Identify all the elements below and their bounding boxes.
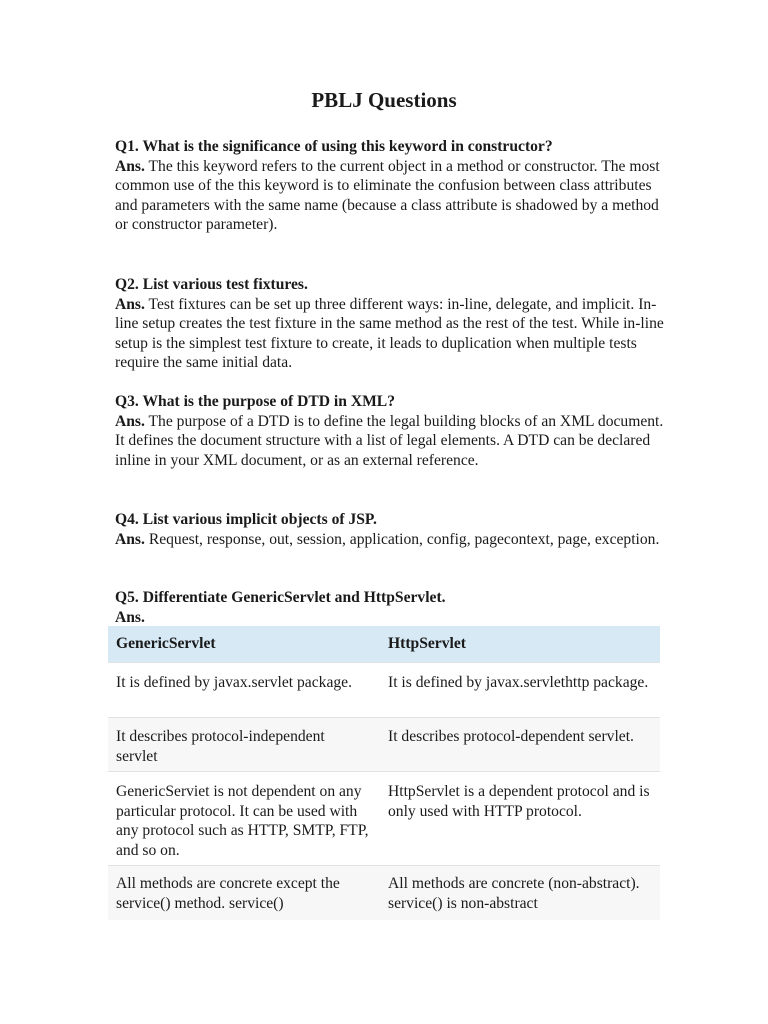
question-1: Q1. What is the significance of using this keyword in constructor? xyxy=(115,138,553,155)
answer-text: Request, response, out, session, application, config, pagecontext, page, exception. xyxy=(148,530,660,548)
qa-block-5 xyxy=(115,588,665,627)
answer-label: Ans. xyxy=(115,412,145,430)
table-cell: All methods are concrete (non-abstract). service() is non-abstract xyxy=(388,875,640,912)
table-cell: All methods are concrete except the service() method. service() xyxy=(116,875,340,912)
answer-text: The purpose of a DTD is to define the legal building blocks of an XML document. It defines the document structure with a list of legal elements. A DTD can be declared inline in your XML document, or as an external reference. xyxy=(115,412,664,469)
table-row xyxy=(108,866,660,920)
table-row xyxy=(108,772,660,866)
table-cell: It is defined by javax.servlet package. xyxy=(116,674,352,691)
table-row xyxy=(108,663,660,718)
answer-1 xyxy=(115,157,665,235)
question-5: Q5. Differentiate GenericServlet and HttpServlet. xyxy=(115,589,446,606)
answer-text: The this keyword refers to the current object in a method or constructor. The most common use of the this keyword is to eliminate the confusion between class attributes and parameters with the same name (because a class attribute is shadowed by a method or constructor parameter). xyxy=(115,157,660,233)
qa-block-1 xyxy=(115,137,665,235)
answer-5 xyxy=(115,608,665,628)
answer-text: Test fixtures can be set up three different ways: in-line, delegate, and implicit. In-line setup creates the test fixture in the same method as the rest of the test. While in-line setup is the simplest test fixture to create, it leads to duplication when multiple tests require the same initial data. xyxy=(115,295,664,371)
answer-4 xyxy=(115,530,665,550)
qa-block-2 xyxy=(115,275,665,373)
table-cell: It is defined by javax.servlethttp package. xyxy=(388,674,649,691)
answer-label: Ans. xyxy=(115,530,145,548)
qa-block-4 xyxy=(115,510,665,549)
table-header-cell: GenericServlet xyxy=(116,635,216,653)
table-cell: It describes protocol-dependent servlet. xyxy=(388,728,634,745)
answer-2 xyxy=(115,295,665,373)
question-2: Q2. List various test fixtures. xyxy=(115,276,308,293)
page-title: PBLJ Questions xyxy=(311,88,457,112)
table-header-row xyxy=(108,626,660,663)
table-cell: HttpServlet is a dependent protocol and is only used with HTTP protocol. xyxy=(388,783,650,820)
table-row xyxy=(108,718,660,772)
answer-label: Ans. xyxy=(115,295,145,313)
table-cell: It describes protocol-independent servlet xyxy=(116,728,325,765)
table-header-cell: HttpServlet xyxy=(388,635,466,653)
answer-3 xyxy=(115,412,665,471)
question-4: Q4. List various implicit objects of JSP. xyxy=(115,511,377,528)
table-cell: GenericServiet is not dependent on any particular protocol. It can be used with any protocol such as HTTP, SMTP, FTP, and so on. xyxy=(116,783,369,859)
comparison-table xyxy=(108,626,660,920)
question-3: Q3. What is the purpose of DTD in XML? xyxy=(115,393,395,410)
answer-label: Ans. xyxy=(115,608,145,626)
qa-block-3 xyxy=(115,392,665,470)
answer-label: Ans. xyxy=(115,157,145,175)
